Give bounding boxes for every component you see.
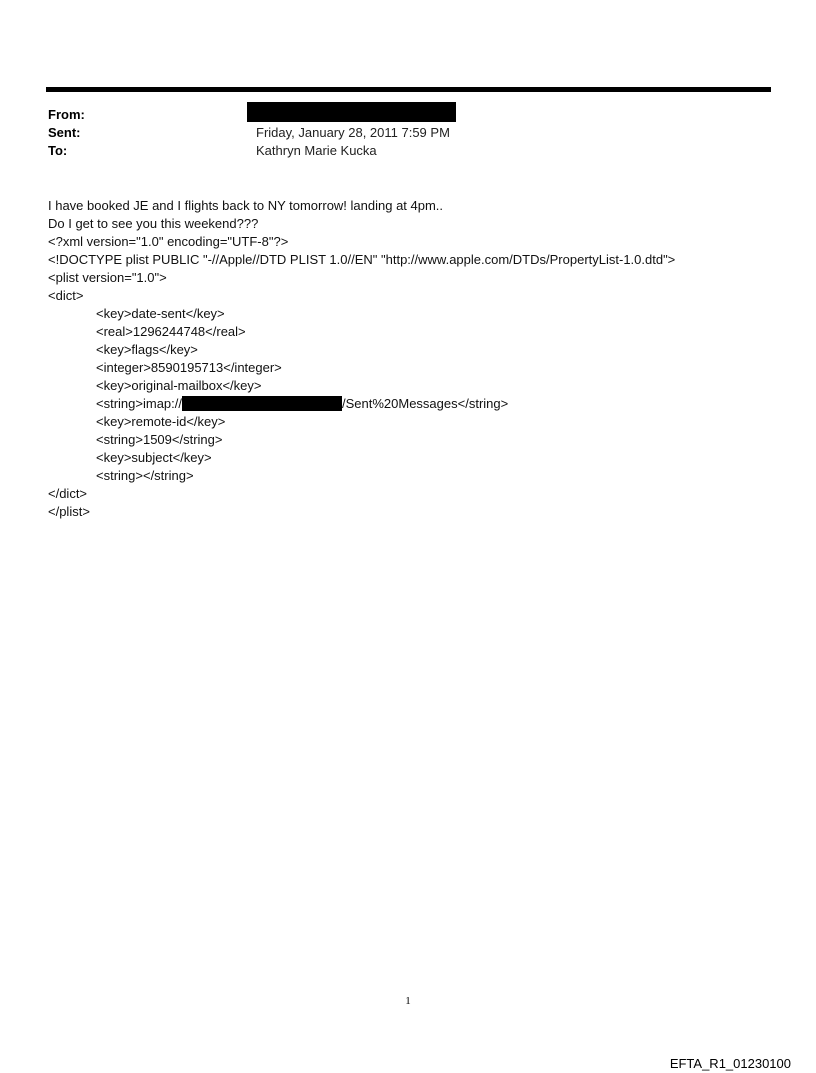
page-number: 1 (405, 995, 411, 1007)
real-date-value: <real>1296244748</real> (96, 324, 246, 339)
sent-row (48, 124, 748, 142)
body-line-message: I have booked JE and I flights back to NY tomorrow! landing at 4pm.. (48, 198, 444, 213)
to-row (48, 142, 748, 160)
email-body (48, 197, 768, 521)
mailbox-suffix: /Sent%20Messages</string> (342, 396, 509, 411)
email-header (48, 106, 748, 160)
body-line-question: Do I get to see you this weekend??? (48, 216, 259, 231)
bates-number: EFTA_R1_01230100 (669, 1056, 791, 1071)
sent-value: Friday, January 28, 2011 7:59 PM (256, 125, 450, 140)
plist-open: <plist version="1.0"> (48, 270, 167, 285)
to-value: Kathryn Marie Kucka (256, 143, 377, 158)
key-date-sent: <key>date-sent</key> (96, 306, 225, 321)
xml-declaration: <?xml version="1.0" encoding="UTF-8"?> (48, 234, 289, 249)
to-label: To: (48, 143, 68, 158)
from-redaction-block (247, 102, 456, 122)
string-mailbox-value (48, 395, 768, 413)
string-subject-value: <string></string> (96, 468, 194, 483)
mailbox-prefix: <string>imap:// (96, 396, 182, 411)
from-row (48, 106, 748, 124)
sent-label: Sent: (48, 125, 81, 140)
key-flags: <key>flags</key> (96, 342, 198, 357)
string-remote-id-value: <string>1509</string> (96, 432, 223, 447)
header-divider-rule (46, 87, 771, 92)
integer-flags-value: <integer>8590195713</integer> (96, 360, 282, 375)
plist-close: </plist> (48, 504, 90, 519)
dict-close: </dict> (48, 486, 88, 501)
key-original-mailbox: <key>original-mailbox</key> (96, 378, 262, 393)
mailbox-redaction-block (182, 396, 342, 411)
key-remote-id: <key>remote-id</key> (96, 414, 226, 429)
doctype-line: <!DOCTYPE plist PUBLIC "-//Apple//DTD PLIST 1.0//EN" "http://www.apple.com/DTDs/PropertyList-1.0.dtd"> (48, 252, 676, 267)
from-label: From: (48, 107, 85, 122)
key-subject: <key>subject</key> (96, 450, 212, 465)
dict-open: <dict> (48, 288, 84, 303)
